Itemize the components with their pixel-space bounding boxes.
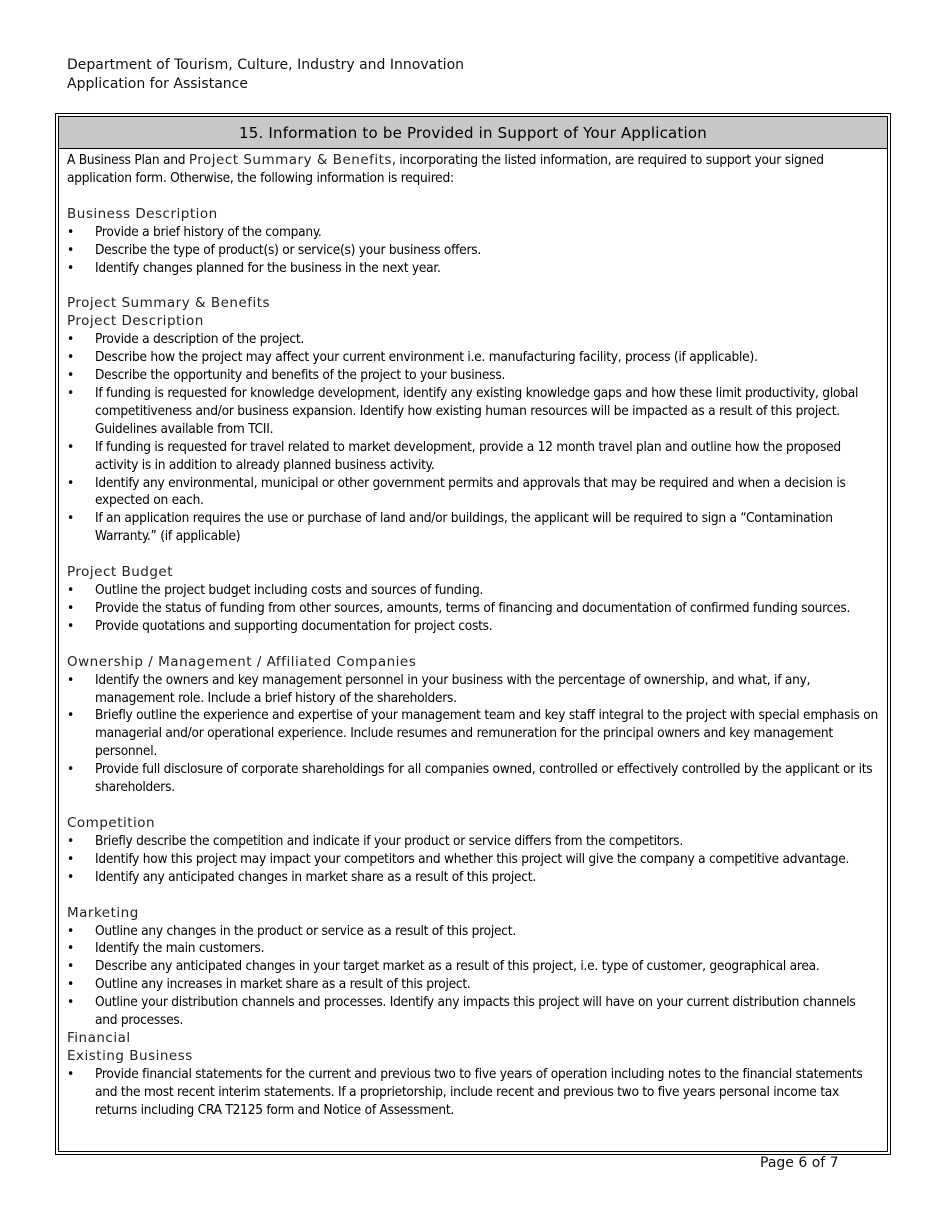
intro-highlight: Project Summary & Benefits xyxy=(188,152,392,168)
list-item: • Outline the project budget including costs and sources of funding. xyxy=(67,582,879,600)
section-title: 15. Information to be Provided in Support of Your Application xyxy=(59,117,887,149)
section-content xyxy=(59,149,887,1120)
heading-business-description: Business Description xyxy=(67,205,218,222)
heading-marketing: Marketing xyxy=(67,904,139,921)
list-item: • If funding is requested for knowledge development, identify any existing knowledge gaps and how these limit productivity, global competitiveness and/or business expansion. Identify how existing human resources will be impacted as a result of this project. Guidelines available from TCII. xyxy=(67,385,879,439)
list-project-description xyxy=(67,331,879,546)
list-item: • Identify the main customers. xyxy=(67,940,879,958)
heading-project-budget: Project Budget xyxy=(67,564,174,581)
list-item: • Provide a description of the project. xyxy=(67,331,879,349)
list-item: • Briefly outline the experience and expertise of your management team and key staff integral to the project with special emphasis on managerial and/or operational experience. Include resumes and remuneration for the principal owners and key management personnel. xyxy=(67,707,879,761)
heading-competition: Competition xyxy=(67,815,156,831)
list-item: • Briefly describe the competition and indicate if your product or service differs from the competitors. xyxy=(67,833,879,851)
department-name: Department of Tourism, Culture, Industry and Innovation xyxy=(67,57,465,73)
form-name: Application for Assistance xyxy=(67,76,248,92)
heading-project-summary: Project Summary & Benefits xyxy=(67,295,271,312)
page-header xyxy=(67,56,464,94)
list-item: • Provide quotations and supporting documentation for project costs. xyxy=(67,618,879,636)
list-item: • Provide a brief history of the company. xyxy=(67,224,879,242)
list-item: • Describe how the project may affect your current environment i.e. manufacturing facility, process (if applicable). xyxy=(67,349,879,367)
list-item: • Outline any changes in the product or service as a result of this project. xyxy=(67,923,879,941)
list-item: • Identify how this project may impact your competitors and whether this project will give the company a competitive advantage. xyxy=(67,851,879,869)
list-item: • Provide financial statements for the current and previous two to five years of operation including notes to the financial statements and the most recent interim statements. If a proprietorship, include recent and previous two to five years personal income tax returns including CRA T2125 form and Notice of Assessment. xyxy=(67,1066,879,1120)
list-item: • Identify any anticipated changes in market share as a result of this project. xyxy=(67,869,879,887)
list-financial xyxy=(67,1066,879,1120)
list-item: • Provide the status of funding from other sources, amounts, terms of financing and documentation of confirmed funding sources. xyxy=(67,600,879,618)
list-business-description xyxy=(67,224,879,278)
list-item: • Outline your distribution channels and processes. Identify any impacts this project will have on your current distribution channels and processes. xyxy=(67,994,879,1030)
list-competition xyxy=(67,833,879,887)
list-ownership xyxy=(67,672,879,797)
list-item: • Describe the type of product(s) or service(s) your business offers. xyxy=(67,242,879,260)
intro-paragraph xyxy=(67,152,879,188)
list-item: • Identify any environmental, municipal or other government permits and approvals that may be required and when a decision is expected on each. xyxy=(67,475,879,511)
list-item: • If an application requires the use or purchase of land and/or buildings, the applicant will be required to sign a “Contamination Warranty.” (if applicable) xyxy=(67,510,879,546)
list-item: • Describe the opportunity and benefits of the project to your business. xyxy=(67,367,879,385)
list-marketing xyxy=(67,923,879,1030)
list-item: • If funding is requested for travel related to market development, provide a 12 month travel plan and outline how the proposed activity is in addition to already planned business activity. xyxy=(67,439,879,475)
list-item: • Identify the owners and key management personnel in your business with the percentage of ownership, and what, if any, management role. Include a brief history of the shareholders. xyxy=(67,672,879,708)
page-number: Page 6 of 7 xyxy=(760,1155,839,1171)
heading-financial: Financial xyxy=(67,1029,131,1046)
list-item: • Provide full disclosure of corporate shareholdings for all companies owned, controlled or effectively controlled by the applicant or its shareholders. xyxy=(67,761,879,797)
subheading-project-description: Project Description xyxy=(67,313,204,330)
subheading-existing-business: Existing Business xyxy=(67,1047,193,1064)
list-project-budget xyxy=(67,582,879,636)
list-item: • Outline any increases in market share as a result of this project. xyxy=(67,976,879,994)
heading-ownership: Ownership / Management / Affiliated Companies xyxy=(67,653,417,670)
list-item: • Describe any anticipated changes in your target market as a result of this project, i.e. type of customer, geographical area. xyxy=(67,958,879,976)
intro-prefix: A Business Plan and xyxy=(67,152,189,168)
section-box xyxy=(58,116,888,1152)
intro-suffix: , incorporating the listed information, are required to support your signed application form. Otherwise, the following information is required: xyxy=(67,152,824,186)
list-item: • Identify changes planned for the business in the next year. xyxy=(67,260,879,278)
